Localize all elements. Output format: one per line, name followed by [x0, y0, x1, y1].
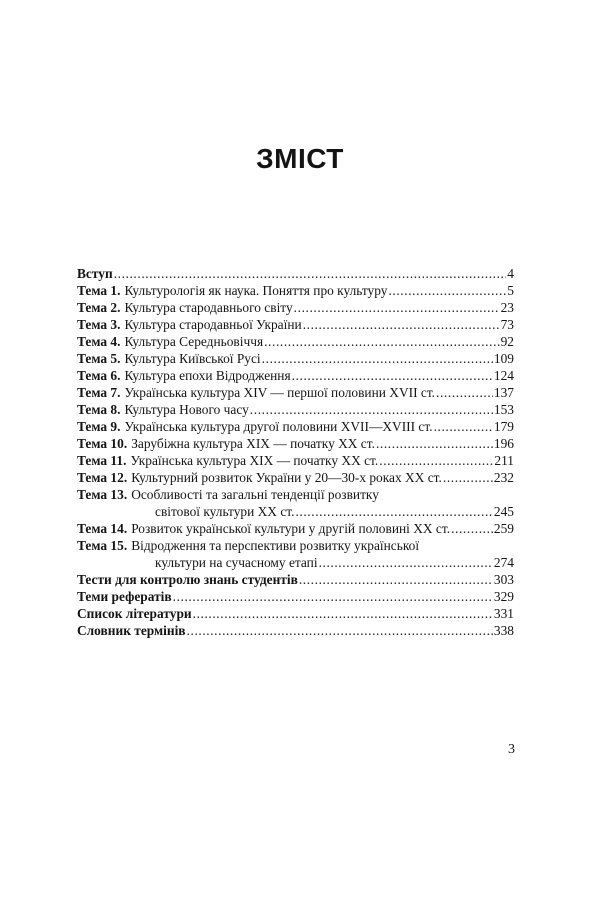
dot-leader — [299, 571, 493, 588]
toc-entry-topic-3[interactable] — [77, 316, 514, 333]
toc-label: Тема 3. — [77, 317, 121, 332]
toc-title: Зарубіжна культура XIX — початку XX ст. — [131, 436, 375, 451]
dot-leader — [379, 452, 493, 469]
dot-leader — [193, 605, 493, 622]
toc-label: Тема 4. — [77, 334, 121, 349]
dot-leader — [436, 384, 493, 401]
toc-label: Тема 2. — [77, 300, 121, 315]
toc-entry-topic-4[interactable] — [77, 333, 514, 350]
toc-title: Особливості та загальні тенденції розвитку — [131, 487, 379, 502]
toc-page-number: 5 — [507, 283, 514, 298]
toc-title: Культура Нового часу — [124, 402, 249, 417]
dot-leader — [262, 350, 493, 367]
toc-entry-bibliography[interactable] — [77, 605, 514, 622]
toc-page-number: 153 — [493, 402, 514, 417]
toc-title: Культурний розвиток України у 20—30-х роках XX ст. — [131, 470, 442, 485]
toc-entry-topic-11[interactable] — [77, 452, 514, 469]
dot-leader — [187, 622, 493, 639]
toc-page-number: 303 — [493, 572, 514, 587]
toc-label: Тема 5. — [77, 351, 121, 366]
toc-label: Тема 1. — [77, 283, 121, 298]
toc-label: Тема 9. — [77, 419, 121, 434]
dot-leader — [451, 520, 493, 537]
toc-entry-essay-topics[interactable] — [77, 588, 514, 605]
dot-leader — [292, 367, 493, 384]
toc-title: Культура Київської Русі — [124, 351, 261, 366]
toc-page-number: 196 — [493, 436, 514, 451]
toc-label: Вступ — [77, 266, 113, 281]
dot-leader — [443, 469, 493, 486]
dot-leader — [388, 282, 506, 299]
toc-entry-topic-8[interactable] — [77, 401, 514, 418]
toc-entry-topic-12[interactable] — [77, 469, 514, 486]
toc-label: Тема 10. — [77, 436, 128, 451]
dot-leader — [434, 418, 493, 435]
toc-label: Список літератури — [77, 606, 192, 621]
dot-leader — [250, 401, 493, 418]
toc-entry-topic-10[interactable] — [77, 435, 514, 452]
toc-title: Українська культура XIX — початку XX ст. — [130, 453, 379, 468]
toc-entry-tests[interactable] — [77, 571, 514, 588]
toc-label: Тема 11. — [77, 453, 127, 468]
toc-title-continuation: культури на сучасному етапі — [155, 555, 318, 570]
toc-title: Культура епохи Відродження — [124, 368, 291, 383]
toc-label: Словник термінів — [77, 623, 186, 638]
toc-page-number: 211 — [494, 453, 514, 468]
toc-entry-topic-1[interactable] — [77, 282, 514, 299]
toc-page-number: 179 — [493, 419, 514, 434]
toc-page-number: 274 — [493, 555, 514, 570]
toc-entry-topic-13[interactable] — [77, 486, 514, 520]
toc-entry-topic-7[interactable] — [77, 384, 514, 401]
toc-label: Тема 14. — [77, 521, 128, 536]
toc-page-number: 329 — [493, 589, 514, 604]
toc-label: Тема 6. — [77, 368, 121, 383]
dot-leader — [173, 588, 493, 605]
toc-entry-glossary[interactable] — [77, 622, 514, 639]
contents-heading: ЗМІСТ — [256, 143, 344, 174]
toc-page-number: 338 — [493, 623, 514, 638]
toc-label: Тема 15. — [77, 538, 128, 553]
toc-entry-topic-5[interactable] — [77, 350, 514, 367]
toc-label: Тема 7. — [77, 385, 121, 400]
toc-page-number: 92 — [500, 334, 514, 349]
dot-leader — [376, 435, 493, 452]
dot-leader — [319, 554, 493, 571]
toc-page-number: 109 — [493, 351, 514, 366]
toc-page-number: 137 — [493, 385, 514, 400]
toc-page-number: 4 — [507, 266, 514, 281]
toc-title: Культура стародавньої України — [124, 317, 302, 332]
dot-leader — [114, 265, 507, 282]
toc-label: Теми рефератів — [77, 589, 172, 604]
toc-page-number: 232 — [493, 470, 514, 485]
toc-title: Культура Середньовіччя — [124, 334, 264, 349]
toc-entry-intro[interactable] — [77, 265, 514, 282]
toc-page-number: 23 — [500, 300, 514, 315]
toc-title: Культура стародавнього світу — [124, 300, 293, 315]
table-of-contents — [77, 265, 514, 639]
toc-page-number: 259 — [493, 521, 514, 536]
dot-leader — [264, 333, 500, 350]
dot-leader — [295, 503, 492, 520]
toc-page-number: 124 — [493, 368, 514, 383]
toc-entry-topic-14[interactable] — [77, 520, 514, 537]
toc-title: Українська культура XIV — першої половини XVII ст. — [124, 385, 436, 400]
dot-leader — [294, 299, 500, 316]
page-folio-number: 3 — [508, 742, 515, 757]
toc-label: Тема 13. — [77, 487, 128, 502]
toc-title: Розвиток української культури у другій половині XX ст. — [131, 521, 451, 536]
toc-page-number: 73 — [500, 317, 514, 332]
toc-entry-topic-2[interactable] — [77, 299, 514, 316]
toc-label: Тема 12. — [77, 470, 128, 485]
toc-title: Українська культура другої половини XVII—XVIII ст. — [124, 419, 433, 434]
toc-entry-topic-15[interactable] — [77, 537, 514, 571]
dot-leader — [303, 316, 500, 333]
toc-page-number: 331 — [493, 606, 514, 621]
toc-title: Відродження та перспективи розвитку української — [131, 538, 420, 553]
toc-title: Культурологія як наука. Поняття про культуру — [124, 283, 388, 298]
toc-label: Тема 8. — [77, 402, 121, 417]
toc-page-number: 245 — [493, 504, 514, 519]
toc-label: Тести для контролю знань студентів — [77, 572, 298, 587]
toc-entry-topic-6[interactable] — [77, 367, 514, 384]
toc-title-continuation: світової культури XX ст. — [155, 504, 295, 519]
toc-entry-topic-9[interactable] — [77, 418, 514, 435]
